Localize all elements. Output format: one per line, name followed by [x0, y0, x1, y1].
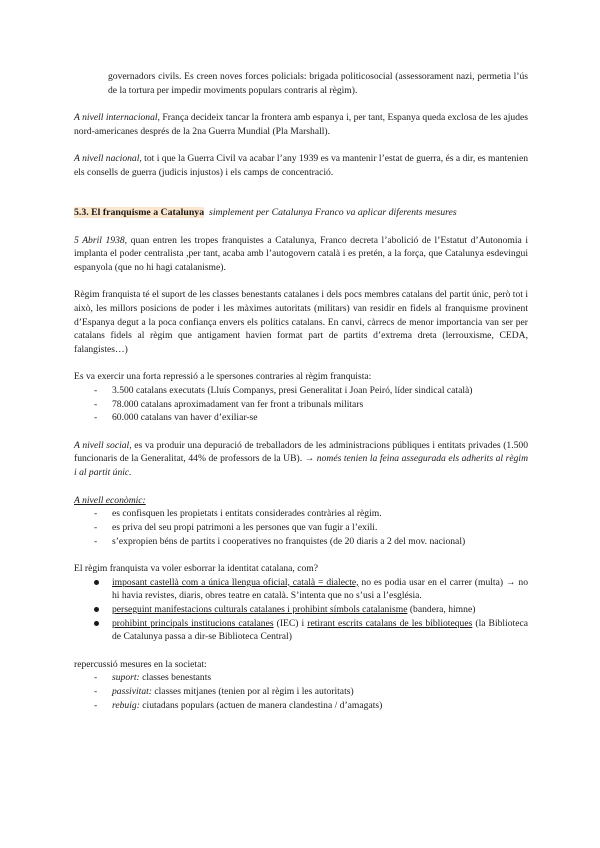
international-text: França decideix tancar la frontera amb espanya i, per tant, Espanya queda exclosa de les ajudes nord-americanes després de la 2na Guerra Mundial (Pla Marshall). — [74, 112, 528, 137]
list-item: - passivitat: classes mitjanes (tenien por al règim i les autoritats) — [94, 686, 354, 698]
economic-heading: A nivell econòmic: — [74, 494, 146, 506]
list-item: - rebuig: ciutadans populars (actuen de manera clandestina / d’amagats) — [94, 699, 383, 711]
social-text: es va produir una depuració de treballadors de les administracions públiques i entitats privades (1.500 funcionaris de la Generalitat, 44% de professors de la UB). — [74, 439, 529, 465]
section-subtitle: simplement per Catalunya Franco va aplicar diferents mesures — [209, 206, 457, 218]
april-paragraph — [74, 234, 528, 275]
repression-intro: Es va exercir una forta repressió a le spersones contraries al règim franquista: — [74, 371, 372, 383]
list-item: perseguint manifestacions culturals catalanes i prohibint símbols catalanisme (bandera, himne) — [94, 603, 528, 617]
arrow-icon: → — [505, 576, 516, 588]
bullet-icon — [94, 621, 99, 626]
international-lead: A nivell internacional, — [74, 112, 160, 124]
list-item: imposant castellà com a única llengua oficial, català = dialecte, no es podia usar en el carrer (multa) → no hi havia revistes, diaris, obres teatre en català. S’intenta que no s’usi a l’església. — [94, 576, 528, 603]
national-text: tot i que la Guerra Civil va acabar l’any 1939 es va mantenir l’estat de guerra, és a dir, es mantenien els consells de guerra (judicis injustos) i els camps de concentració. — [74, 153, 529, 179]
identity-list — [74, 576, 528, 644]
social-paragraph — [74, 439, 528, 480]
list-item: - es priva del seu propi patrimoni a les persones que van fugir a l’exili. — [94, 521, 378, 533]
list-item: - 78.000 catalans aproximadament van fer front a tribunals militars — [94, 398, 364, 410]
list-item: prohibint principals institucions catalanes (IEC) i retirant escrits catalans de les biblioteques (la Biblioteca de Catalunya passa a dir-se Biblioteca Central) — [94, 617, 528, 644]
bullet-icon — [94, 607, 99, 612]
economic-list — [74, 507, 528, 548]
section-heading-line — [74, 206, 528, 220]
national-lead: A nivell nacional, — [74, 153, 142, 165]
list-item: - 60.000 catalans van haver d’exiliar-se — [94, 412, 258, 424]
society-list — [74, 671, 528, 712]
identity-intro: El règim franquista va voler esborrar la identitat catalana, com? — [74, 563, 318, 575]
international-paragraph — [74, 111, 528, 138]
social-conclusion: només tenien la feina assegurada els adherits al règim i al partit únic. — [74, 453, 529, 479]
continuation-paragraph: governadors civils. Es creen noves forces policials: brigada politicosocial (assessorament nazi, permetia l’ús de la tortura per impedir moviments populars contraris al règim). — [108, 71, 528, 96]
bullet-icon — [94, 580, 99, 585]
arrow-icon: → — [304, 453, 315, 465]
national-paragraph — [74, 152, 528, 179]
section-heading: 5.3. El franquisme a Catalunya — [74, 206, 205, 218]
repression-list — [74, 384, 528, 425]
april-date: 5 Abril 1938, — [74, 234, 128, 246]
document-content — [74, 70, 528, 712]
society-intro: repercussió mesures en la societat: — [74, 658, 207, 670]
support-paragraph: Règim franquista té el suport de les classes benestants catalanes i dels pocs membres catalans del partit únic, però tot i això, les millors posicions de poder i les màximes autoritats (militars) van residir en fidels al franquisme provinent d’Espanya degut a la poca confiança envers els polítics catalans. En canvi, càrrecs de menor importancia van ser per catalans fidels al règim que antigament havien format part de partits d’extrema dreta (lerrouxisme, CEDA, falangistes…) — [74, 289, 528, 355]
april-text: quan entren les tropes franquistes a Catalunya, Franco decreta l’abolició de l’Estatut d’Autonomia i implanta el poder centralista ,per tant, acaba amb l’autogovern català i es pretén, a la força, que Catalunya esdevingui espanyola (que no hi hagi catalanisme). — [74, 234, 528, 273]
list-item: - suport: classes benestants — [94, 672, 212, 684]
list-item: - es confisquen les propietats i entitats considerades contràries al règim. — [94, 508, 382, 520]
list-item: - 3.500 catalans executats (Lluís Companys, presi Generalitat i Joan Peiró, líder sindical català) — [94, 385, 473, 397]
list-item: - s’expropien béns de partits i cooperatives no franquistes (de 20 diaris a 2 del mov. nacional) — [94, 535, 466, 547]
social-lead: A nivell social, — [74, 439, 132, 451]
